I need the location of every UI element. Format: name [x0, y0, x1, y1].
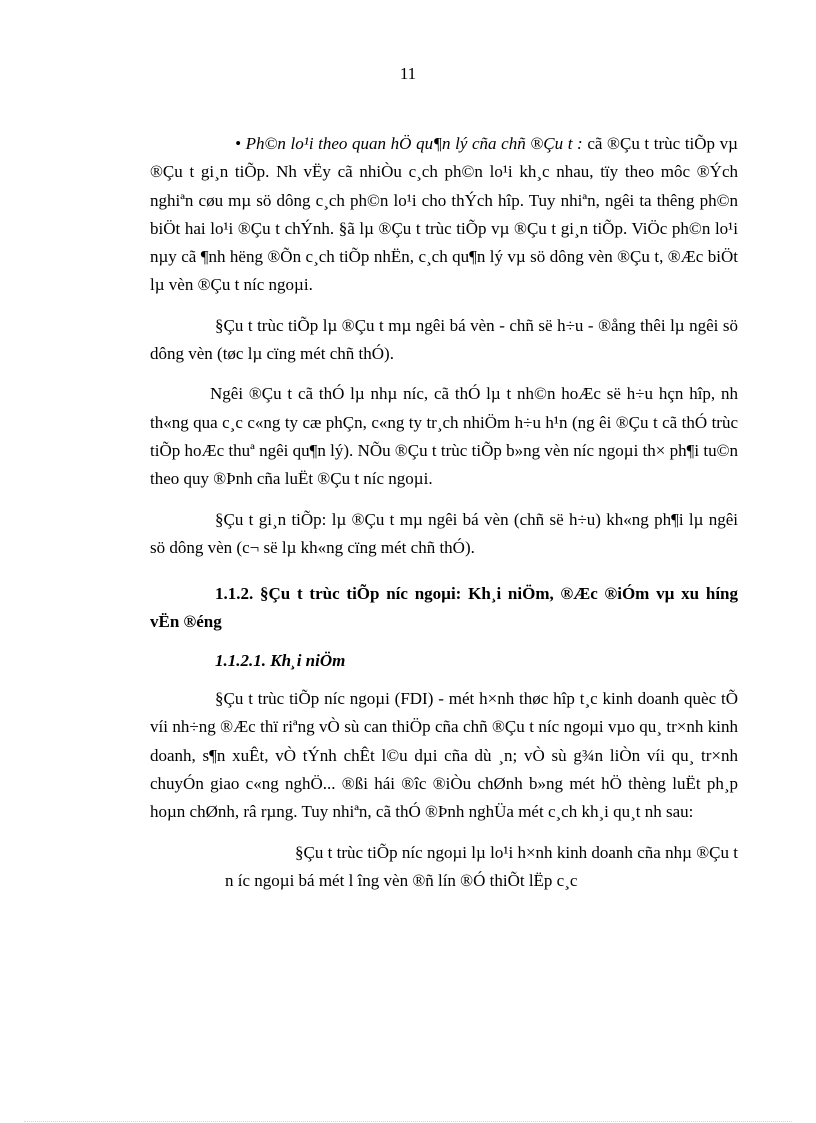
page-number: 11	[399, 64, 417, 83]
definition-quote: §Çu t trùc tiÕp níc ngoµi lµ lo¹i h×nh kinh doanh cña nhµ ®Çu t n íc ngoµi bá mét l îng vèn ®ñ lín ®Ó thiÕt lËp c¸c	[225, 842, 738, 890]
paragraph-fdi-definition: §Çu t trùc tiÕp níc ngoµi (FDI) - mét h×nh thøc hîp t¸c kinh doanh quèc tÕ víi nh÷ng ®Æc thï riªng vÒ sù can thiÖp cña chñ ®Çu t níc ngoµi vµo qu¸ tr×nh kinh doanh, s¶n xuÊt, vÒ tÝnh chÊt l©u dµi cña dù ¸n; vÒ sù g¾n liÒn víi qu¸ tr×nh chuyÓn giao c«ng nghÖ... ®ßi hái ®îc ®iÒu chØnh b»ng mét hÖ thèng luËt ph¸p hoµn chØnh, râ rµng. Tuy nhiªn, cã thÓ ®Þnh nghÜa mét c¸ch kh¸i qu¸t nh sau:	[150, 689, 738, 822]
paragraph-text: cã ®Çu t trùc tiÕp vµ ®Çu t gi¸n tiÕp. Nh vËy cã nhiÒu c¸ch ph©n lo¹i kh¸c nhau, tïy theo môc ®Ých nghiªn cøu mµ sö dông c¸ch ph©n lo¹i cho thÝch hîp. Tuy nhiªn, ngêi ta thêng ph©n biÖt hai lo¹i ®Çu t chÝnh. §ã lµ ®Çu t trùc tiÕp vµ ®Çu t gi¸n tiÕp. ViÖc ph©n lo¹i nµy cã ¶nh hëng ®Õn c¸ch tiÕp nhËn, c¸ch qu¶n lý vµ sö dông vèn ®Çu t, ®Æc biÖt lµ vèn ®Çu t níc ngoµi.	[150, 134, 738, 295]
paragraph-investor-types: Ngêi ®Çu t cã thÓ lµ nhµ níc, cã thÓ lµ t nh©n hoÆc së h÷u hçn hîp, nh th«ng qua c¸c c«ng ty cæ phÇn, c«ng ty tr¸ch nhiÖm h÷u h¹n (ng êi ®Çu t cã thÓ trùc tiÕp hoÆc thuª ngêi qu¶n lý). NÕu ®Çu t trùc tiÕp b»ng vèn níc ngoµi th× ph¶i tu©n theo quy ®Þnh cña luËt ®Çu t níc ngoµi.	[150, 384, 738, 489]
section-heading: 1.1.2. §Çu t trùc tiÕp níc ngoµi: Kh¸i niÖm, ®Æc ®iÓm vµ xu híng vËn ®éng	[150, 584, 738, 632]
document-body	[150, 130, 738, 895]
paragraph-text: §Çu t trùc tiÕp lµ ®Çu t mµ ngêi bá vèn - chñ së h÷u - ®ång thêi lµ ngêi sö dông vèn (tøc lµ cïng mét chñ thÓ).	[150, 315, 738, 364]
paragraph-direct-investment	[150, 312, 738, 369]
paragraph-indirect-investment: §Çu t gi¸n tiÕp: lµ ®Çu t mµ ngêi bá vèn (chñ së h÷u) kh«ng ph¶i lµ ngêi sö dông vèn (c¬ së lµ kh«ng cïng mét chñ thÓ).	[150, 509, 738, 557]
page-bottom-border	[24, 1121, 792, 1122]
bullet-italic-lead: • Ph©n lo¹i theo quan hÖ qu¶n lý cña chñ ®Çu t :	[235, 134, 583, 153]
subsection-heading: 1.1.2.1. Kh¸i niÖm	[215, 650, 346, 670]
paragraph-classification	[150, 130, 738, 300]
